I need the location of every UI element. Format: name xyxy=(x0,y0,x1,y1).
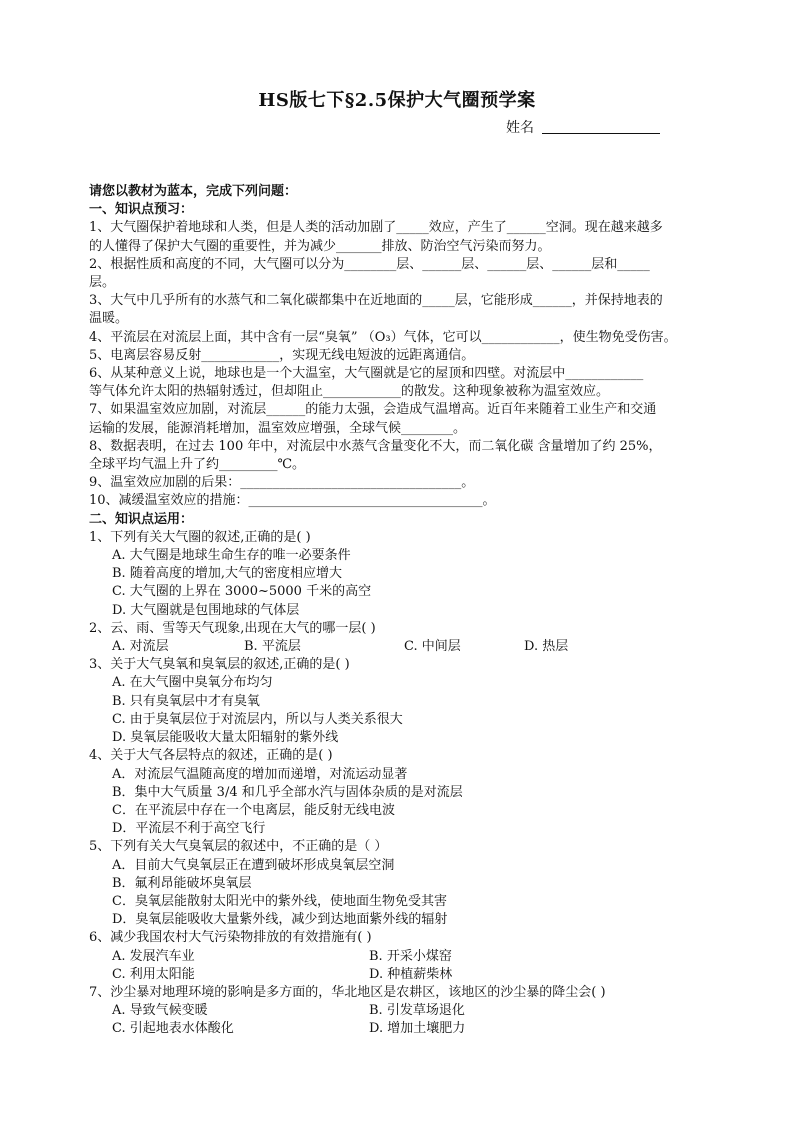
preview-line: 3、大气中几乎所有的水蒸气和二氧化碳都集中在近地面的_____层，它能形成______，并保持地表的 xyxy=(89,293,663,309)
answer-option[interactable]: D. 大气圈就是包围地球的气体层 xyxy=(112,602,300,618)
question-stem: 3、关于大气臭氧和臭氧层的叙述,正确的是( ) xyxy=(89,657,350,673)
answer-option[interactable]: D. 热层 xyxy=(524,639,569,655)
question-stem: 5、下列有关大气臭氧层的叙述中，不正确的是（ ） xyxy=(89,839,388,855)
answer-option[interactable]: A. 在大气圈中臭氧分布均匀 xyxy=(112,675,273,691)
question-stem: 4、关于大气各层特点的叙述，正确的是( ) xyxy=(89,748,333,764)
answer-options-row xyxy=(89,1020,709,1038)
answer-option[interactable]: A. 发展汽车业 xyxy=(112,948,195,964)
question-stem: 7、沙尘暴对地理环境的影响是多方面的，华北地区是农耕区，该地区的沙尘暴的降尘会( ) xyxy=(89,984,606,1000)
answer-option[interactable]: B．氟利昂能破坏臭氧层 xyxy=(112,875,252,891)
answer-option[interactable]: C. 由于臭氧层位于对流层内，所以与人类关系很大 xyxy=(112,711,403,727)
preview-line: 9、温室效应加剧的后果：__________________________________。 xyxy=(89,475,475,491)
answer-option[interactable]: A. 导致气候变暖 xyxy=(112,1003,208,1019)
answer-option[interactable]: D．平流层不利于高空飞行 xyxy=(112,821,266,837)
answer-option[interactable]: D. 臭氧层能吸收大量太阳辐射的紫外线 xyxy=(112,730,339,746)
preview-line: 全球平均气温上升了约_________℃。 xyxy=(89,457,306,473)
answer-option[interactable]: B. 开采小煤窑 xyxy=(369,948,452,964)
preview-line: 1、大气圈保护着地球和人类，但是人类的活动加剧了_____效应，产生了______空洞。现在越来越多 xyxy=(89,220,663,236)
preview-line: 7、如果温室效应加剧，对流层______的能力太强，会造成气温增高。近百年来随着工业生产和交通 xyxy=(89,402,657,418)
answer-option[interactable]: C．臭氧层能散射太阳光中的紫外线，使地面生物免受其害 xyxy=(112,893,447,909)
answer-option[interactable]: C. 引起地表水体酸化 xyxy=(112,1021,234,1037)
worksheet-title: HS版七下§2.5保护大气圈预学案 xyxy=(258,90,536,111)
preview-line: 6、从某种意义上说，地球也是一个大温室，大气圈就是它的屋顶和四壁。对流层中____________ xyxy=(89,366,644,382)
preview-line: 8、数据表明，在过去 100 年中，对流层中水蒸气含量变化不大，而二氧化碳 含量增加了约 25%， xyxy=(89,438,662,454)
answer-option[interactable]: D．臭氧层能吸收大量紫外线，减少到达地面紫外线的辐射 xyxy=(112,912,448,928)
answer-option[interactable]: D. 增加土壤肥力 xyxy=(369,1021,466,1037)
section1-lines xyxy=(89,219,709,510)
preview-line: 等气体允许太阳的热辐射透过，但却阻止____________的散发。这种现象被称为温室效应。 xyxy=(89,384,610,400)
answer-option[interactable]: A. 对流层 xyxy=(112,639,169,655)
answer-option[interactable]: B. 只有臭氧层中才有臭氧 xyxy=(112,693,260,709)
preview-line: 的人懂得了保护大气圈的重要性，并为减少_______排放、防治空气污染而努力。 xyxy=(89,238,551,254)
section2-questions xyxy=(89,529,709,1039)
answer-option[interactable]: C．在平流层中存在一个电离层，能反射无线电波 xyxy=(112,802,395,818)
answer-options-row xyxy=(89,638,709,656)
preview-line: 运输的发展，能源消耗增加，温室效应增强，全球气候________。 xyxy=(89,420,467,436)
preview-line: 4、平流层在对流层上面，其中含有一层“臭氧” （O₃）气体，它可以____________，使生物免受伤害。 xyxy=(89,329,677,345)
worksheet-body xyxy=(89,183,709,1039)
section2-heading: 二、知识点运用： xyxy=(89,511,194,527)
answer-option[interactable]: A．对流层气温随高度的增加而递增，对流运动显著 xyxy=(112,766,408,782)
preview-line: 5、电离层容易反射____________，实现无线电短波的远距离通信。 xyxy=(89,347,475,363)
name-field xyxy=(506,117,660,137)
preview-line: 2、根据性质和高度的不同，大气圈可以分为________层、______层、______层、______层和_____ xyxy=(89,256,650,272)
answer-option[interactable]: A. 大气圈是地球生命生存的唯一必要条件 xyxy=(112,548,351,564)
name-blank-line[interactable] xyxy=(542,119,660,134)
answer-option[interactable]: C. 中间层 xyxy=(404,639,461,655)
answer-option[interactable]: B. 平流层 xyxy=(244,639,301,655)
intro-instruction: 请您以教材为蓝本，完成下列问题： xyxy=(89,184,298,199)
answer-options-row xyxy=(89,948,709,966)
name-label: 姓名 xyxy=(506,120,534,136)
question-stem: 2、云、雨、雪等天气现象,出现在大气的哪一层( ) xyxy=(89,620,376,636)
answer-option[interactable]: C. 利用太阳能 xyxy=(112,966,195,982)
preview-line: 温暖。 xyxy=(89,311,129,327)
answer-option[interactable]: A．目前大气臭氧层正在遭到破坏形成臭氧层空洞 xyxy=(112,857,395,873)
answer-options-row xyxy=(89,966,709,984)
answer-option[interactable]: B. 引发草场退化 xyxy=(369,1003,465,1019)
answer-option[interactable]: B．集中大气质量 3/4 和几乎全部水汽与固体杂质的是对流层 xyxy=(112,784,463,800)
answer-option[interactable]: C. 大气圈的上界在 3000~5000 千米的高空 xyxy=(112,584,372,600)
answer-option[interactable]: B. 随着高度的增加,大气的密度相应增大 xyxy=(112,566,342,582)
answer-options-row xyxy=(89,1002,709,1020)
question-stem: 1、下列有关大气圈的叙述,正确的是( ) xyxy=(89,529,311,545)
question-stem: 6、减少我国农村大气污染物排放的有效措施有( ) xyxy=(89,930,372,946)
answer-option[interactable]: D. 种植薪柴林 xyxy=(369,966,453,982)
preview-line: 层。 xyxy=(89,275,116,291)
preview-line: 10、减缓温室效应的措施：____________________________________。 xyxy=(89,493,496,509)
section1-heading: 一、知识点预习： xyxy=(89,202,194,218)
